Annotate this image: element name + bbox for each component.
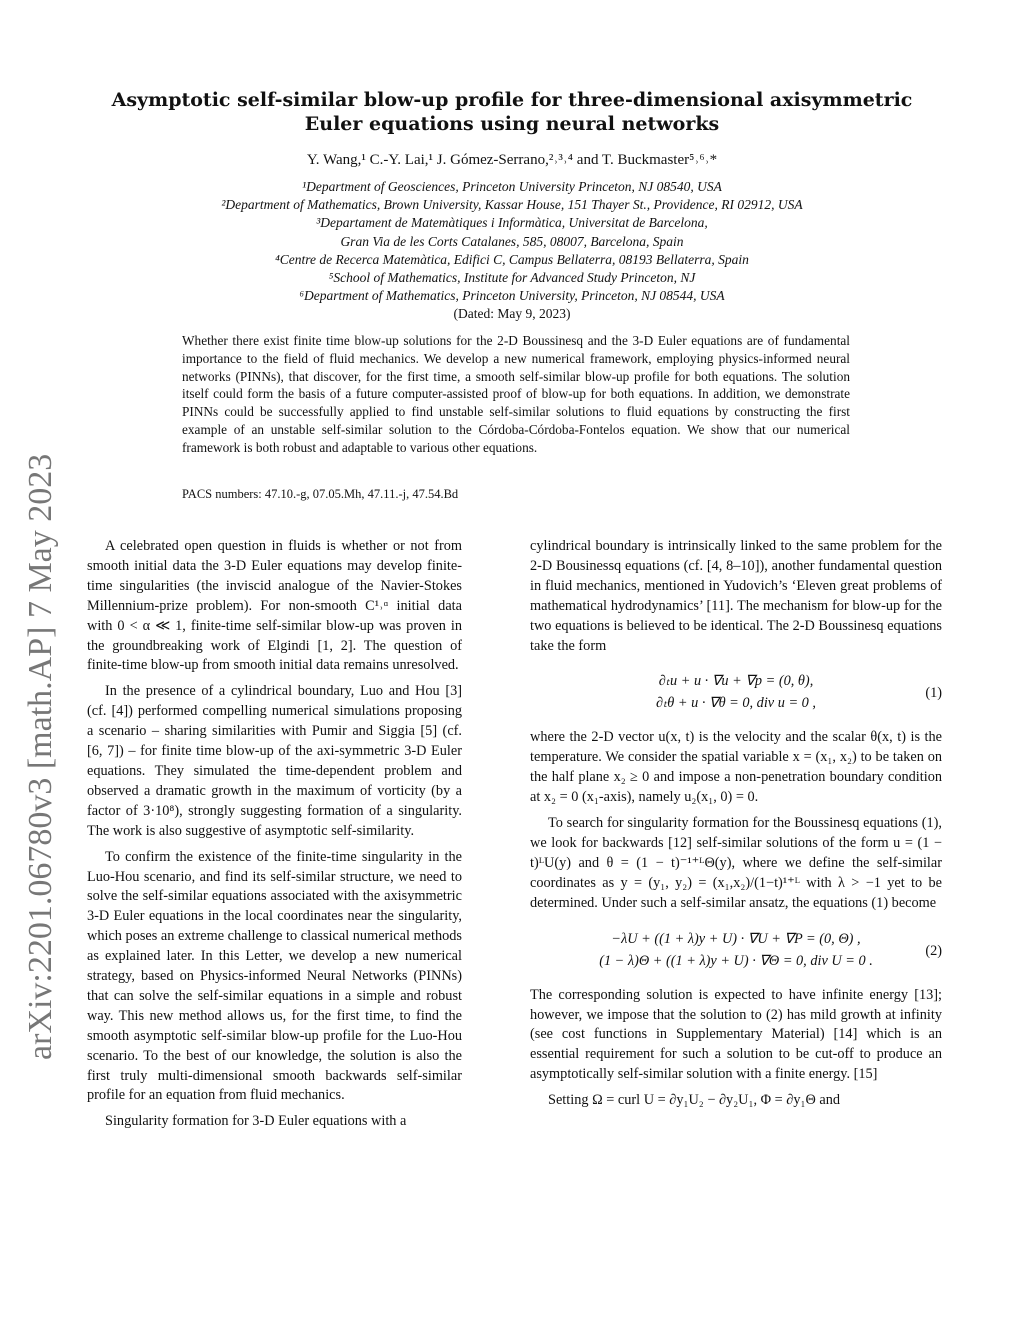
right-column (530, 537, 942, 1117)
pacs-numbers: PACS numbers: 47.10.-g, 07.05.Mh, 47.11.-j, 47.54.Bd (182, 487, 459, 501)
body-paragraph: To confirm the existence of the finite-time singularity in the Luo-Hou scenario, and find its self-similar structure, we need to solve the self-similar equations associated with the axisymmetric 3-D Euler equations in the local coordinates near the singularity, which poses an extreme challenge to classical numerical methods as explained later. In this Letter, we develop a new numerical strategy, based on Physics-informed Neural Networks (PINNs) that can solve the self-similar equations in a simple and robust way. This new method allows us, for the first time, to find the smooth asymptotic self-similar blow-up profile for the Luo-Hou scenario. To the best of our knowledge, the solution is also the first truly multi-dimensional smooth backwards self-similar profile for an equation from fluid mechanics. (87, 848, 462, 1104)
affiliation: ⁴Centre de Recerca Matemàtica, Edifici C, Campus Bellaterra, 08193 Bellaterra, Spain (275, 251, 749, 267)
body-paragraph: Setting Ω = curl U = ∂y₁U₂ − ∂y₂U₁, Φ = ∂y₁Θ and (548, 1092, 841, 1109)
equation-number: (1) (925, 685, 942, 702)
author-list: Y. Wang,¹ C.-Y. Lai,¹ J. Gómez-Serrano,²˒³˒⁴ and T. Buckmaster⁵˒⁶˒* (306, 152, 718, 168)
left-column (87, 537, 462, 1138)
body-paragraph: A celebrated open question in fluids is whether or not from smooth initial data the 3-D Euler equations may develop finite-time singularities (the inviscid analogue of the Navier-Stokes Millennium-prize problem). For non-smooth C¹˒ᵅ initial data with 0 < α ≪ 1, finite-time self-similar blow-up was proven in the groundbreaking work of Elgindi [1, 2]. The question of finite-time blow-up from smooth initial data remains unresolved. (87, 538, 462, 674)
equation-1 (530, 670, 942, 714)
body-paragraph: To search for singularity formation for the Boussinesq equations (1), we look for backwards [12] self-similar solutions of the form u = (1 − t)ᴸU(y) and θ = (1 − t)⁻¹⁺ᴸΘ(y), where we define the self-similar coordinates as y = (y₁, y₂) = (x₁,x₂)/(1−t)¹⁺ᴸ with λ > −1 yet to be determined. Under such a self-similar ansatz, the equations (1) become (530, 815, 942, 911)
body-paragraph: where the 2-D vector u(x, t) is the velocity and the scalar θ(x, t) is the temperature. We consider the spatial variable x = (x₁, x₂) to be taken on the half plane x₂ ≥ 0 and impose a non-penetration boundary condition at x₂ = 0 (x₁-axis), namely u₂(x₁, 0) = 0. (530, 729, 942, 806)
equation-line: ∂ₜu + u · ∇u + ∇p = (0, θ), (658, 673, 814, 690)
affiliation: ³Departament de Matemàtiques i Informàtica, Universitat de Barcelona, (316, 215, 708, 231)
equation-line: (1 − λ)Θ + ((1 + λ)y + U) · ∇Θ = 0, div U = 0 . (599, 952, 873, 969)
affiliation: ²Department of Mathematics, Brown University, Kassar House, 151 Thayer St., Providence, RI 02912, USA (221, 197, 803, 213)
equation-2 (530, 928, 942, 972)
equation-line: ∂ₜθ + u · ∇θ = 0, div u = 0 , (656, 695, 816, 712)
affiliation-list (100, 178, 924, 324)
dated-line: (Dated: May 9, 2023) (453, 306, 571, 322)
body-paragraph: cylindrical boundary is intrinsically linked to the same problem for the 2-D Bousinessq equations (cf. [4, 8–10]), another fundamental question in fluid mechanics, mentioned in Yudovich’s ‘Eleven great problems of mathematical hydrodynamics’ [11]. The mechanism for blow-up for the two equations is believed to be identical. The 2-D Boussinesq equations take the form (530, 538, 942, 654)
abstract: Whether there exist finite time blow-up solutions for the 2-D Boussinesq and the 3-D Euler equations are of fundamental importance to the field of fluid mechanics. We develop a new numerical framework, employing physics-informed neural networks (PINNs), that discover, for the first time, a smooth self-similar blow-up profile for both equations. The solution itself could form the basis of a future computer-assisted proof of blow-up for both equations. In addition, we demonstrate PINNs could be successfully applied to find unstable self-similar solutions to fluid equations by constructing the first example of an unstable self-similar solution to the Córdoba-Córdoba-Fontelos equation. We show that our numerical framework is both robust and adaptable to various other equations. (182, 333, 850, 455)
body-paragraph: The corresponding solution is expected to have infinite energy [13]; however, we impose that the solution to (2) has mild growth at infinity (see cost functions in Supplementary Material) [14] which is an essential requirement for such a solution to be cut-off to produce an asymptotically self-similar solution with a finite energy. [15] (530, 986, 942, 1083)
body-paragraph: In the presence of a cylindrical boundary, Luo and Hou [3] (cf. [4]) performed compelling numerical simulations proposing a scenario – sharing similarities with Pumir and Siggia [5] (cf. [6, 7]) – for finite time blow-up of the axi-symmetric 3-D Euler equations. They simulated the time-dependent problem and observed a dramatic growth in the maximum of vorticity (by a factor of 3·10⁸), strongly suggesting formation of a singularity. The work is also suggestive of asymptotic self-similarity. (87, 683, 462, 839)
equation-number: (2) (925, 942, 942, 959)
affiliation: Gran Via de les Corts Catalanes, 585, 08007, Barcelona, Spain (340, 233, 684, 249)
affiliation: ⁶Department of Mathematics, Princeton University, Princeton, NJ 08544, USA (299, 288, 725, 304)
paper-title: Asymptotic self-similar blow-up profile for three-dimensional axisymmetric Euler equations using neural networks (111, 89, 913, 135)
equation-line: −λU + ((1 + λ)y + U) · ∇U + ∇P = (0, Θ) , (611, 930, 861, 947)
affiliation: ¹Department of Geosciences, Princeton University Princeton, NJ 08540, USA (302, 179, 722, 194)
affiliation: ⁵School of Mathematics, Institute for Advanced Study Princeton, NJ (328, 270, 696, 286)
arxiv-side-label: arXiv:2201.06780v3 [math.AP] 7 May 2023 (22, 453, 59, 1060)
body-paragraph: Singularity formation for 3-D Euler equations with a (105, 1113, 407, 1130)
